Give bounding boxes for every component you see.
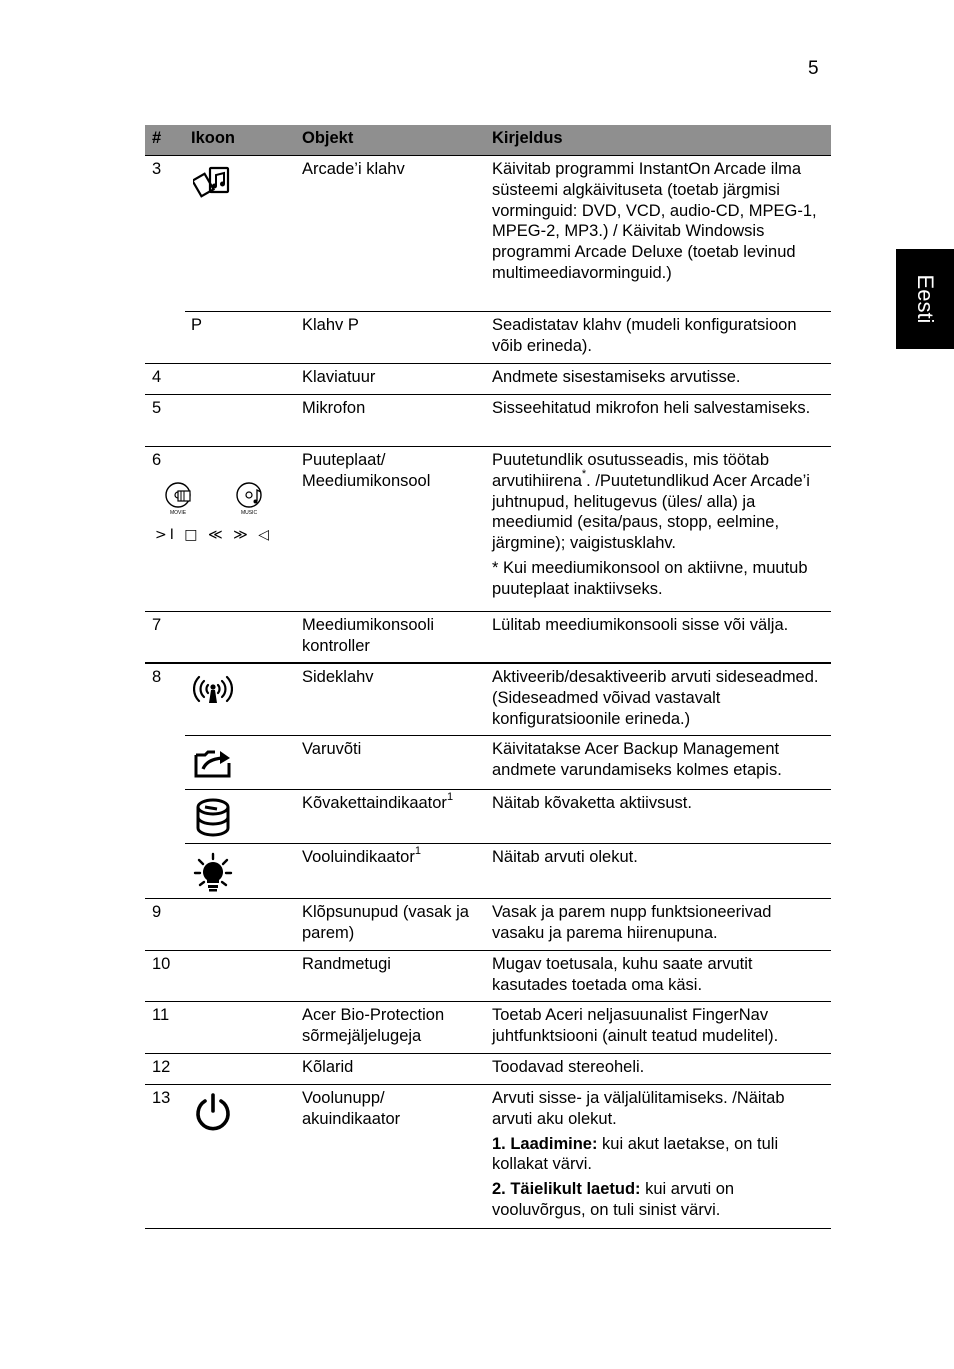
row-object: Acer Bio-Protection sõrmejäljelugeja bbox=[302, 1006, 445, 1045]
row-description: Toodavad stereoheli. bbox=[492, 1058, 645, 1076]
row-object: Randmetugi bbox=[302, 955, 391, 973]
table-row bbox=[145, 612, 831, 662]
object-text: Vooluindikaator bbox=[302, 848, 415, 866]
row-num: 8 bbox=[152, 668, 162, 686]
arcade-icon bbox=[193, 164, 233, 208]
row-object: Klõpsunupud (vasak ja parem) bbox=[302, 903, 469, 942]
row-description: Vasak ja parem nupp funktsioneerivad vasaku ja parema hiirenupuna. bbox=[492, 903, 772, 942]
desc-text: kui akut laetakse, on tuli kollakat värvi. bbox=[492, 1134, 779, 1174]
row-description bbox=[492, 450, 827, 600]
row-num: 13 bbox=[152, 1089, 171, 1107]
svg-text:MOVIE: MOVIE bbox=[169, 510, 187, 515]
table-row bbox=[145, 736, 831, 789]
row-object bbox=[302, 844, 487, 868]
row-description: Toetab Aceri neljasuunalist FingerNav juhtfunktsiooni (ainult teatud mudelitel). bbox=[492, 1006, 779, 1045]
backup-icon bbox=[193, 747, 235, 785]
footnote-mark: 1 bbox=[446, 790, 454, 803]
row-object: Klahv P bbox=[302, 316, 359, 334]
row-description: Lülitab meediumikonsooli sisse või välja. bbox=[492, 616, 789, 634]
power-indicator-icon bbox=[193, 852, 233, 898]
table-header bbox=[145, 125, 831, 156]
row-description bbox=[492, 1088, 827, 1221]
row-description: Käivitatakse Acer Backup Management andmete varundamiseks kolmes etapis. bbox=[492, 740, 782, 779]
header-description: Kirjeldus bbox=[492, 129, 563, 147]
desc-part: Puutetundlik osutusseadis, mis töötab arvutihiirena bbox=[492, 451, 769, 490]
row-num: 12 bbox=[152, 1058, 171, 1076]
media-controls: >I □ ≪ ≫ ◁ bbox=[155, 527, 272, 543]
desc-part: . /Puutetundlikud Acer Arcade’i juhtnupud, helitugevus (üles/ alla) ja meediumid (esita/paus, stopp, eelmine, järgmine); vaigistusklahv. bbox=[492, 471, 810, 553]
desc-bold: 1. Laadimine: bbox=[492, 1134, 598, 1153]
row-object: Varuvõti bbox=[302, 740, 362, 758]
wireless-icon bbox=[193, 673, 233, 711]
table-row bbox=[145, 1054, 831, 1084]
row-num: 3 bbox=[152, 160, 162, 178]
row-description: Seadistatav klahv (mudeli konfiguratsioon võib erineda). bbox=[492, 316, 797, 355]
row-object: Mikrofon bbox=[302, 399, 366, 417]
table-row bbox=[145, 1085, 831, 1228]
media-controls-icons bbox=[155, 525, 272, 546]
row-num: 11 bbox=[152, 1006, 170, 1024]
language-tab-label: Eesti bbox=[913, 274, 938, 324]
object-text: Kõvakettaindikaator bbox=[302, 794, 447, 812]
row-description: Mugav toetusala, kuhu saate arvutit kasutades toetada oma käsi. bbox=[492, 955, 753, 994]
language-tab bbox=[896, 249, 954, 349]
desc-bold: 2. Täielikult laetud: bbox=[492, 1180, 641, 1199]
row-object: Arcade’i klahv bbox=[302, 160, 405, 178]
row-object: Klaviatuur bbox=[302, 368, 376, 386]
footnote-mark: 1 bbox=[414, 844, 421, 857]
row-num: 9 bbox=[152, 903, 162, 921]
table-row bbox=[145, 899, 831, 950]
movie-disc-icon bbox=[161, 481, 195, 521]
row-num: 5 bbox=[152, 399, 162, 417]
table-row bbox=[145, 156, 831, 311]
page-number: 5 bbox=[808, 58, 819, 79]
music-disc-icon bbox=[233, 481, 267, 521]
row-object bbox=[302, 790, 487, 814]
row-description: Näitab kõvaketta aktiivsust. bbox=[492, 794, 692, 812]
svg-text:MUSIC: MUSIC bbox=[240, 510, 258, 515]
row-object: Sideklahv bbox=[302, 668, 374, 686]
components-table bbox=[145, 125, 831, 1229]
table-row bbox=[145, 447, 831, 611]
row-num: 7 bbox=[152, 616, 162, 634]
table-row bbox=[145, 1002, 831, 1053]
asterisk: * bbox=[581, 468, 587, 481]
row-description: Näitab arvuti olekut. bbox=[492, 848, 638, 866]
hard-disk-icon bbox=[195, 798, 231, 844]
table-row bbox=[145, 844, 831, 898]
desc-text: kui arvuti on vooluvõrgus, on tuli sinist värvi. bbox=[492, 1180, 735, 1219]
desc-paragraph bbox=[492, 1179, 827, 1221]
row-object: Voolunupp/ akuindikaator bbox=[302, 1089, 401, 1128]
row-num: 6 bbox=[152, 451, 162, 469]
row-object: Kõlarid bbox=[302, 1058, 354, 1076]
desc-note: * Kui meediumikonsool on aktiivne, muutub puuteplaat inaktiivseks. bbox=[492, 558, 808, 598]
p-key-label: P bbox=[191, 316, 203, 334]
desc-paragraph bbox=[492, 1134, 827, 1176]
table-row bbox=[145, 395, 831, 446]
row-description: Sisseehitatud mikrofon heli salvestamiseks. bbox=[492, 399, 811, 417]
row-description: Aktiveerib/desaktiveerib arvuti sideseadmed. (Sideseadmed võivad vastavalt konfiguratsioonile erineda.) bbox=[492, 668, 819, 728]
row-description: Andmete sisestamiseks arvutisse. bbox=[492, 368, 741, 386]
table-row bbox=[145, 364, 831, 394]
table-row bbox=[145, 951, 831, 1001]
desc-paragraph: Arvuti sisse- ja väljalülitamiseks. /Näitab arvuti aku olekut. bbox=[492, 1089, 785, 1128]
table-row bbox=[145, 790, 831, 843]
row-num: 10 bbox=[152, 955, 171, 973]
row-object: Puuteplaat/ Meediumikonsool bbox=[302, 451, 431, 490]
header-icon: Ikoon bbox=[191, 129, 235, 147]
table-row bbox=[145, 664, 831, 735]
row-object: Meediumikonsooli kontroller bbox=[302, 616, 435, 655]
row-num: 4 bbox=[152, 368, 162, 386]
table-row bbox=[145, 312, 831, 363]
row-description: Käivitab programmi InstantOn Arcade ilma süsteemi algkäivituseta (toetab järgmisi vorminguid: DVD, VCD, audio-CD, MPEG-1, MPEG-2, MP3.) / Käivitab Windowsis programmi Arcade Deluxe (toetab levinud multimeediavorminguid.) bbox=[492, 160, 817, 282]
divider bbox=[145, 1228, 831, 1229]
header-object: Objekt bbox=[302, 129, 354, 147]
header-num: # bbox=[152, 129, 162, 147]
power-button-icon bbox=[193, 1091, 233, 1139]
